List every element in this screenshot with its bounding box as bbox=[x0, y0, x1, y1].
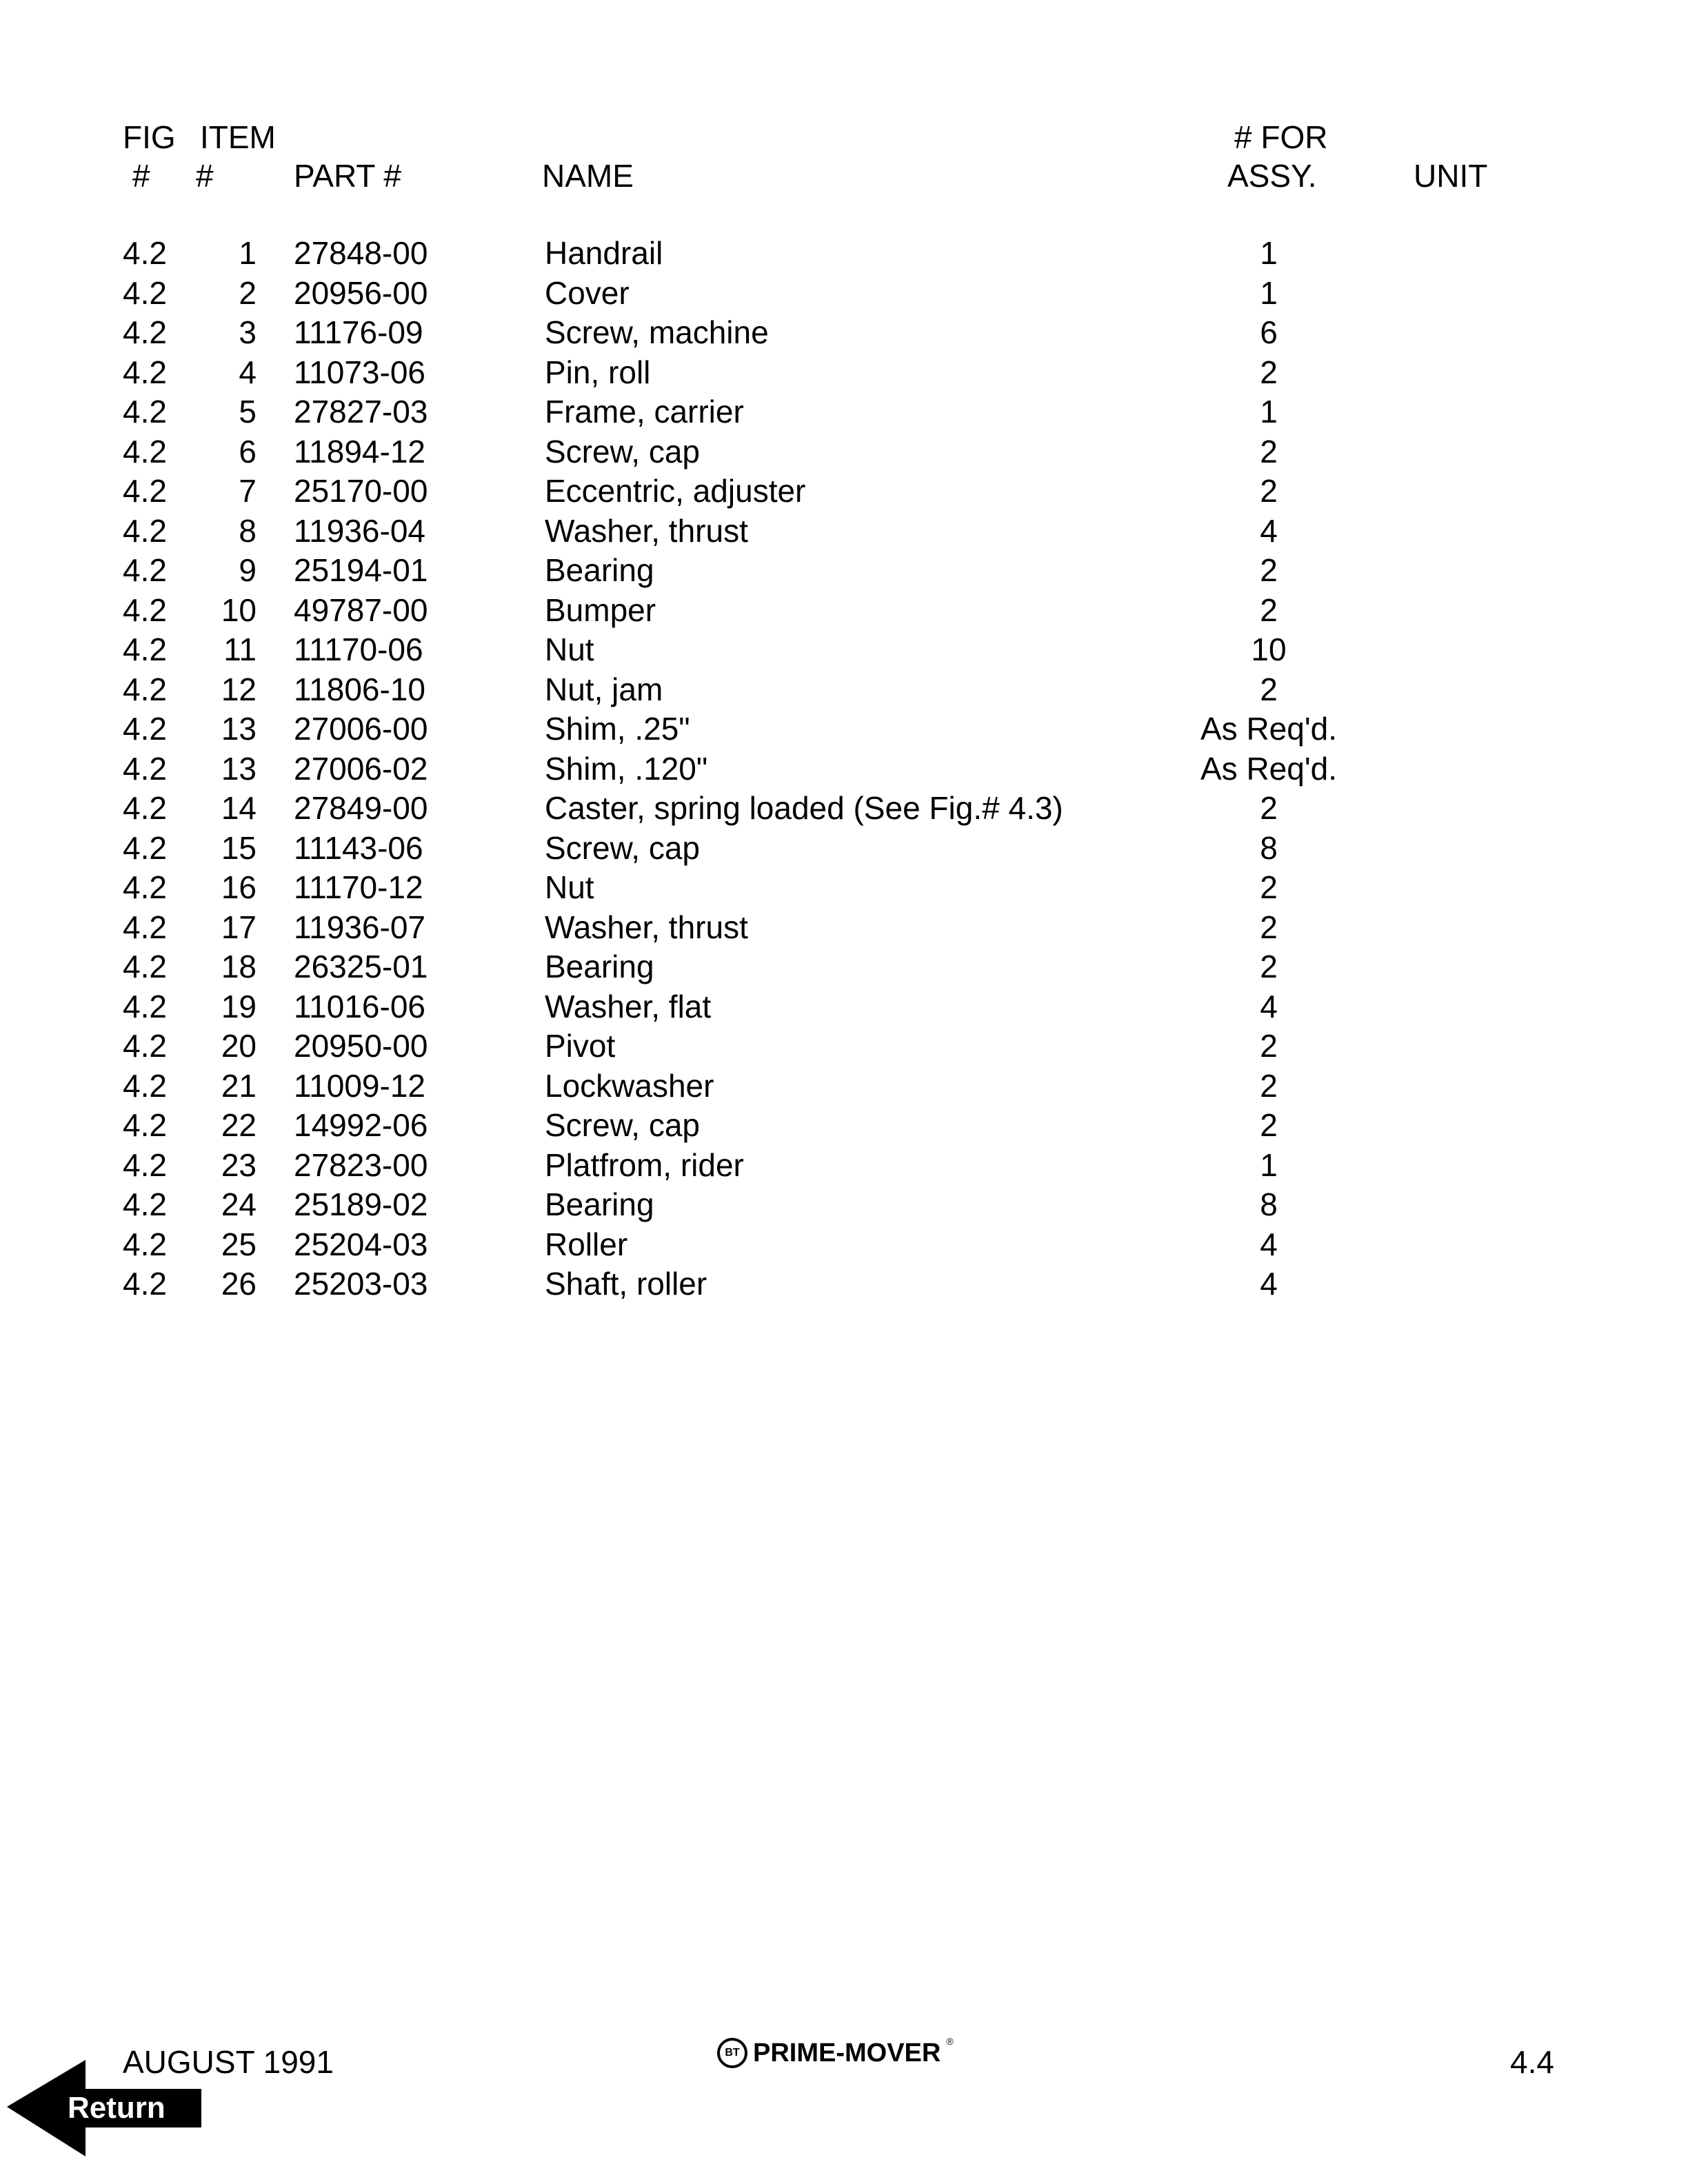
table-row bbox=[0, 1268, 1688, 1307]
part-number-cell: 27006-02 bbox=[294, 750, 428, 787]
part-name-cell: Screw, machine bbox=[545, 314, 769, 350]
part-name-cell: Bearing bbox=[545, 1186, 654, 1222]
part-number-cell: 11806-10 bbox=[294, 671, 425, 707]
fig-cell: 4.2 bbox=[123, 631, 167, 667]
part-name-cell: Pivot bbox=[545, 1028, 616, 1064]
fig-cell: 4.2 bbox=[123, 512, 167, 549]
part-number-cell: 25204-03 bbox=[294, 1226, 428, 1262]
part-name-cell: Shim, .25" bbox=[545, 711, 690, 747]
part-number-cell: 27006-00 bbox=[294, 711, 428, 747]
part-name-cell: Frame, carrier bbox=[545, 394, 744, 429]
table-row bbox=[0, 512, 1688, 554]
header-fig: FIG bbox=[123, 119, 176, 155]
item-cell: 19 bbox=[221, 988, 257, 1024]
quantity-cell: 1 bbox=[1260, 394, 1278, 429]
item-cell: 18 bbox=[221, 949, 257, 984]
quantity-cell: 4 bbox=[1260, 988, 1278, 1024]
part-number-cell: 14992-06 bbox=[294, 1107, 428, 1143]
part-number-cell: 11170-12 bbox=[294, 869, 423, 905]
fig-cell: 4.2 bbox=[123, 711, 167, 747]
table-row bbox=[0, 1186, 1688, 1228]
quantity-cell: 2 bbox=[1260, 592, 1278, 628]
quantity-cell: As Req'd. bbox=[1200, 711, 1337, 747]
item-cell: 13 bbox=[221, 750, 257, 787]
item-cell: 25 bbox=[221, 1226, 257, 1262]
quantity-cell: As Req'd. bbox=[1200, 750, 1337, 787]
part-name-cell: Washer, flat bbox=[545, 988, 712, 1024]
fig-cell: 4.2 bbox=[123, 671, 167, 707]
item-cell: 4 bbox=[239, 354, 257, 390]
fig-cell: 4.2 bbox=[123, 1226, 167, 1262]
table-row bbox=[0, 1228, 1688, 1268]
part-name-cell: Handrail bbox=[545, 235, 663, 271]
quantity-cell: 2 bbox=[1260, 949, 1278, 984]
part-number-cell: 11894-12 bbox=[294, 433, 425, 469]
table-row bbox=[0, 988, 1688, 1030]
table-row bbox=[0, 1146, 1688, 1189]
part-number-cell: 25189-02 bbox=[294, 1186, 428, 1222]
fig-cell: 4.2 bbox=[123, 790, 167, 826]
part-number-cell: 20956-00 bbox=[294, 274, 428, 311]
fig-cell: 4.2 bbox=[123, 473, 167, 509]
header-unit: UNIT bbox=[1414, 158, 1488, 194]
table-row bbox=[0, 316, 1688, 356]
fig-cell: 4.2 bbox=[123, 869, 167, 905]
quantity-cell: 6 bbox=[1260, 314, 1278, 350]
item-cell: 3 bbox=[239, 314, 257, 350]
quantity-cell: 1 bbox=[1260, 1146, 1278, 1183]
part-name-cell: Caster, spring loaded (See Fig.# 4.3) bbox=[545, 790, 1063, 826]
table-row bbox=[0, 829, 1688, 871]
header-assy: ASSY. bbox=[1227, 158, 1317, 194]
part-name-cell: Shim, .120" bbox=[545, 750, 708, 787]
item-cell: 22 bbox=[221, 1107, 257, 1143]
quantity-cell: 2 bbox=[1260, 790, 1278, 826]
table-row bbox=[0, 554, 1688, 594]
item-cell: 7 bbox=[239, 473, 257, 509]
item-cell: 10 bbox=[221, 592, 257, 628]
part-name-cell: Bearing bbox=[545, 552, 654, 588]
item-cell: 2 bbox=[239, 274, 257, 311]
table-row bbox=[0, 871, 1688, 911]
quantity-cell: 8 bbox=[1260, 829, 1278, 866]
part-name-cell: Nut bbox=[545, 869, 594, 905]
part-number-cell: 27827-03 bbox=[294, 394, 428, 429]
bt-logo-icon: BT bbox=[717, 2038, 747, 2068]
quantity-cell: 4 bbox=[1260, 512, 1278, 549]
part-name-cell: Roller bbox=[545, 1226, 628, 1262]
table-row bbox=[0, 951, 1688, 990]
part-name-cell: Cover bbox=[545, 274, 630, 311]
part-number-cell: 27849-00 bbox=[294, 790, 428, 826]
item-cell: 17 bbox=[221, 909, 257, 945]
fig-cell: 4.2 bbox=[123, 1067, 167, 1104]
item-cell: 23 bbox=[221, 1146, 257, 1183]
item-cell: 15 bbox=[221, 829, 257, 866]
part-name-cell: Washer, thrust bbox=[545, 909, 748, 945]
item-cell: 16 bbox=[221, 869, 257, 905]
table-row bbox=[0, 1030, 1688, 1069]
quantity-cell: 2 bbox=[1260, 671, 1278, 707]
quantity-cell: 4 bbox=[1260, 1266, 1278, 1302]
part-number-cell: 11143-06 bbox=[294, 829, 423, 866]
item-cell: 13 bbox=[221, 711, 257, 747]
quantity-cell: 8 bbox=[1260, 1186, 1278, 1222]
quantity-cell: 10 bbox=[1251, 631, 1287, 667]
item-cell: 11 bbox=[223, 631, 257, 667]
fig-cell: 4.2 bbox=[123, 1266, 167, 1302]
quantity-cell: 2 bbox=[1260, 473, 1278, 509]
fig-cell: 4.2 bbox=[123, 235, 167, 271]
part-number-cell: 27848-00 bbox=[294, 235, 428, 271]
header-name: NAME bbox=[542, 158, 634, 194]
part-name-cell: Washer, thrust bbox=[545, 512, 748, 549]
part-name-cell: Lockwasher bbox=[545, 1067, 714, 1104]
quantity-cell: 2 bbox=[1260, 909, 1278, 945]
fig-cell: 4.2 bbox=[123, 829, 167, 866]
item-cell: 14 bbox=[221, 790, 257, 826]
prime-mover-logo bbox=[717, 2034, 954, 2072]
quantity-cell: 2 bbox=[1260, 552, 1278, 588]
header-item-number: # bbox=[196, 158, 214, 194]
part-number-cell: 25170-00 bbox=[294, 473, 428, 509]
fig-cell: 4.2 bbox=[123, 314, 167, 350]
quantity-cell: 1 bbox=[1260, 274, 1278, 311]
table-row bbox=[0, 631, 1688, 673]
return-label: Return bbox=[68, 2091, 165, 2125]
part-name-cell: Bumper bbox=[545, 592, 656, 628]
quantity-cell: 2 bbox=[1260, 1067, 1278, 1104]
part-number-cell: 11176-09 bbox=[294, 314, 423, 350]
table-row bbox=[0, 475, 1688, 514]
part-number-cell: 11936-07 bbox=[294, 909, 425, 945]
part-number-cell: 11073-06 bbox=[294, 354, 425, 390]
registered-mark: ® bbox=[946, 2036, 954, 2047]
fig-cell: 4.2 bbox=[123, 1186, 167, 1222]
quantity-cell: 2 bbox=[1260, 1107, 1278, 1143]
fig-cell: 4.2 bbox=[123, 394, 167, 429]
table-row bbox=[0, 911, 1688, 951]
fig-cell: 4.2 bbox=[123, 433, 167, 469]
logo-text: PRIME-MOVER bbox=[753, 2039, 941, 2067]
part-name-cell: Screw, cap bbox=[545, 433, 700, 469]
table-row bbox=[0, 274, 1688, 316]
header-fig-number: # bbox=[132, 158, 150, 194]
table-row bbox=[0, 396, 1688, 435]
part-name-cell: Eccentric, adjuster bbox=[545, 473, 806, 509]
header-item: ITEM bbox=[200, 119, 276, 155]
item-cell: 26 bbox=[221, 1266, 257, 1302]
table-row bbox=[0, 433, 1688, 475]
fig-cell: 4.2 bbox=[123, 592, 167, 628]
quantity-cell: 2 bbox=[1260, 433, 1278, 469]
footer-date: AUGUST 1991 bbox=[123, 2044, 334, 2080]
page-number: 4.4 bbox=[1510, 2044, 1554, 2080]
item-cell: 5 bbox=[239, 394, 257, 429]
part-number-cell: 27823-00 bbox=[294, 1146, 428, 1183]
quantity-cell: 2 bbox=[1260, 354, 1278, 390]
part-name-cell: Platfrom, rider bbox=[545, 1146, 744, 1183]
quantity-cell: 2 bbox=[1260, 1028, 1278, 1064]
fig-cell: 4.2 bbox=[123, 1028, 167, 1064]
part-number-cell: 11936-04 bbox=[294, 512, 425, 549]
item-cell: 6 bbox=[239, 433, 257, 469]
fig-cell: 4.2 bbox=[123, 1107, 167, 1143]
part-number-cell: 11170-06 bbox=[294, 631, 423, 667]
fig-cell: 4.2 bbox=[123, 988, 167, 1024]
item-cell: 12 bbox=[221, 671, 257, 707]
fig-cell: 4.2 bbox=[123, 949, 167, 984]
part-name-cell: Nut bbox=[545, 631, 594, 667]
table-row bbox=[0, 594, 1688, 634]
part-number-cell: 25203-03 bbox=[294, 1266, 428, 1302]
quantity-cell: 2 bbox=[1260, 869, 1278, 905]
part-name-cell: Nut, jam bbox=[545, 671, 663, 707]
item-cell: 1 bbox=[239, 235, 257, 271]
part-name-cell: Pin, roll bbox=[545, 354, 651, 390]
fig-cell: 4.2 bbox=[123, 552, 167, 588]
part-name-cell: Screw, cap bbox=[545, 1107, 700, 1143]
fig-cell: 4.2 bbox=[123, 1146, 167, 1183]
part-number-cell: 26325-01 bbox=[294, 949, 428, 984]
table-row bbox=[0, 1067, 1688, 1109]
quantity-cell: 1 bbox=[1260, 235, 1278, 271]
item-cell: 20 bbox=[221, 1028, 257, 1064]
table-row bbox=[0, 713, 1688, 752]
table-row bbox=[0, 671, 1688, 713]
table-row bbox=[0, 750, 1688, 792]
header-part: PART # bbox=[294, 158, 401, 194]
part-name-cell: Bearing bbox=[545, 949, 654, 984]
part-number-cell: 20950-00 bbox=[294, 1028, 428, 1064]
fig-cell: 4.2 bbox=[123, 274, 167, 311]
item-cell: 21 bbox=[221, 1067, 257, 1104]
return-button[interactable] bbox=[7, 2060, 203, 2156]
part-number-cell: 25194-01 bbox=[294, 552, 428, 588]
part-number-cell: 11016-06 bbox=[294, 988, 425, 1024]
part-number-cell: 11009-12 bbox=[294, 1067, 425, 1104]
table-row bbox=[0, 356, 1688, 396]
header-qty: # FOR bbox=[1234, 119, 1328, 155]
fig-cell: 4.2 bbox=[123, 750, 167, 787]
table-row bbox=[0, 237, 1688, 276]
table-row bbox=[0, 1109, 1688, 1149]
part-name-cell: Shaft, roller bbox=[545, 1266, 707, 1302]
table-row bbox=[0, 792, 1688, 831]
fig-cell: 4.2 bbox=[123, 909, 167, 945]
item-cell: 9 bbox=[239, 552, 257, 588]
part-number-cell: 49787-00 bbox=[294, 592, 428, 628]
item-cell: 8 bbox=[239, 512, 257, 549]
quantity-cell: 4 bbox=[1260, 1226, 1278, 1262]
fig-cell: 4.2 bbox=[123, 354, 167, 390]
part-name-cell: Screw, cap bbox=[545, 829, 700, 866]
item-cell: 24 bbox=[221, 1186, 257, 1222]
